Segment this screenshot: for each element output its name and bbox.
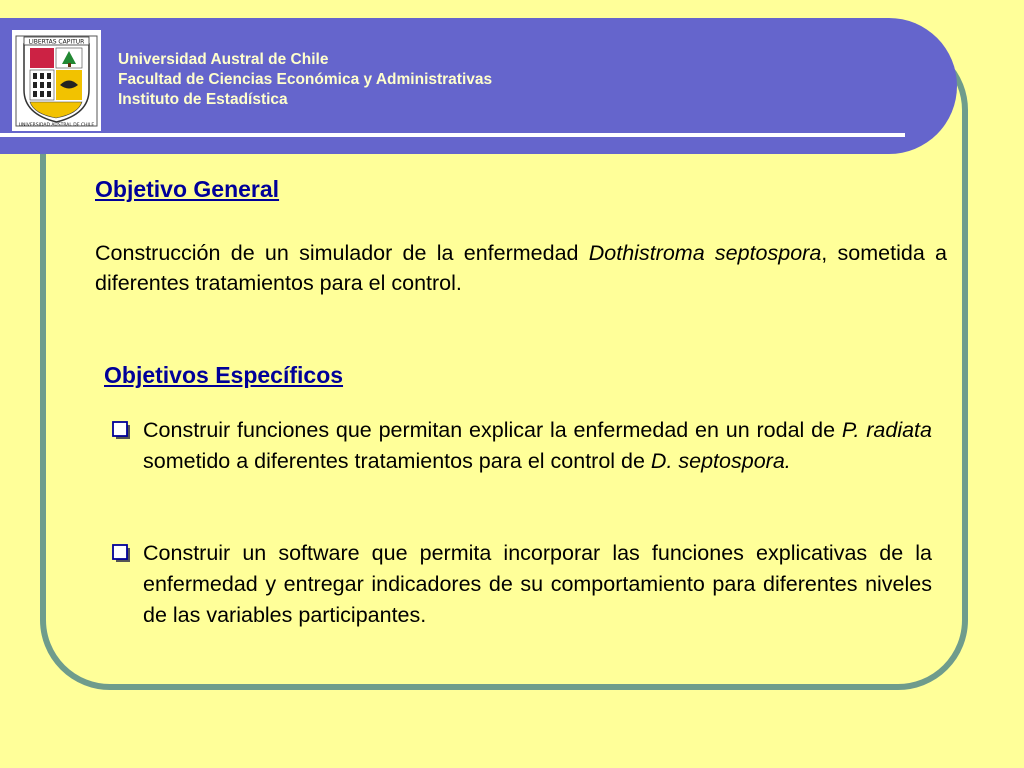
university-name: Universidad Austral de Chile [118,51,329,68]
specific-objective-text-2: Construir un software que permita incorporar las funciones explicativas de la enfermedad y entregar indicadores de su comportamiento para diferentes niveles de las variables participantes. [143,541,932,627]
logo-motto: LIBERTAS CAPITUR [28,38,85,46]
general-species-name: Dothistroma septospora [588,241,822,265]
general-text-end: , sometida a diferentes tratamientos para el control. [95,241,947,295]
university-logo [12,30,101,131]
item1-text-b: sometido a diferentes tratamientos para el control de [143,449,651,473]
checkbox-bullet-icon [112,421,132,446]
institute-name: Instituto de Estadística [118,91,288,108]
item1-species-name: P. radiata [841,418,932,442]
banner-divider [0,133,905,137]
general-text-start: Construcción de un simulador de la enfermedad [95,241,589,265]
logo-ring-text: UNIVERSIDAD AUSTRAL DE CHILE [18,123,95,128]
specific-objectives-heading: Objetivos Específicos [104,362,344,388]
header-institution-block [118,50,492,110]
general-objective-text [95,238,947,298]
general-objective-heading: Objetivo General [95,176,280,202]
specific-objective-text-1 [143,415,932,477]
faculty-name: Facultad de Ciencias Económica y Administrativas [118,71,493,88]
item1-text-a: Construir funciones que permitan explicar la enfermedad en un rodal de [143,418,842,442]
specific-objective-item [112,538,932,631]
item1-disease-name: D. septospora. [650,449,791,473]
checkbox-bullet-icon [112,544,132,569]
specific-objective-item [112,415,932,477]
